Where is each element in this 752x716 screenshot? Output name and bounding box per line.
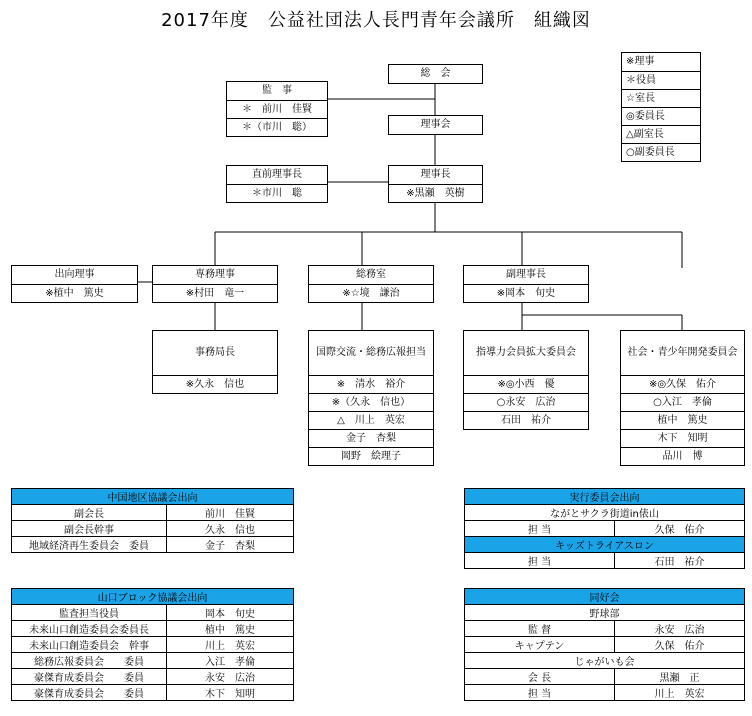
shido-box (463, 330, 589, 430)
jimukyoku-title: 事務局長 (195, 347, 235, 358)
chugoku-role: 副会長幹事 (12, 521, 167, 537)
yamaguchi-role: 未来山口創造委員会委員長 (12, 621, 167, 637)
yamaguchi-person: 川上 英宏 (167, 637, 294, 653)
jikko-person: 久保 佑介 (615, 521, 745, 537)
shakai-member: ※◎久保 佑介 (621, 375, 744, 393)
legend-item: △副室長 (622, 125, 700, 143)
page-title: 2017年度 公益社団法人長門青年会議所 組織図 (161, 10, 591, 31)
table-row (465, 621, 745, 637)
chugoku-person: 金子 杏梨 (167, 537, 294, 553)
kokusai-member: ※ 清水 裕介 (309, 375, 433, 393)
rijikai-label: 理事会 (420, 119, 451, 130)
somushitsu-name: ※☆境 謙治 (309, 284, 433, 302)
shido-member: ※◎小西 優 (464, 375, 588, 393)
table-row (12, 621, 294, 637)
table-row (12, 605, 294, 621)
dokokai-title: 同好会 (465, 589, 745, 605)
yamaguchi-role: 未来山口創造委員会 幹事 (12, 637, 167, 653)
fukurijicho-title: 副理事長 (506, 269, 546, 280)
kanji-box (226, 81, 328, 137)
legend-item: ○副委員長 (622, 143, 700, 161)
shukko-name: ※植中 篤史 (12, 284, 137, 302)
somushitsu-title: 総務室 (356, 269, 386, 280)
chugoku-title: 中国地区協議会出向 (12, 489, 294, 505)
dokokai-person: 黒瀬 正 (615, 669, 745, 685)
shakai-box (620, 330, 745, 466)
shido-title: 指導力会員拡大委員会 (476, 347, 576, 358)
shakai-member: 植中 篤史 (621, 411, 744, 429)
kanji-member: ＊ 前川 佳賢 (227, 100, 327, 118)
shakai-member: 木下 知明 (621, 429, 744, 447)
kokusai-member: △ 川上 英宏 (309, 411, 433, 429)
sokai-label: 総 会 (420, 68, 451, 79)
table-row (12, 537, 294, 553)
shido-member: 石田 祐介 (464, 411, 588, 429)
yamaguchi-person: 木下 知明 (167, 685, 294, 701)
kokusai-member: ※（久永 信也） (309, 393, 433, 411)
table-row (465, 669, 745, 685)
jikko-table (464, 488, 745, 569)
sokai-box (388, 64, 483, 84)
fukurijicho-box (463, 265, 589, 303)
dokokai-sub2: じゃがいも会 (465, 653, 745, 669)
jimukyoku-box (152, 330, 278, 394)
chugoku-person: 久永 信也 (167, 521, 294, 537)
zenrijicho-name: ＊市川 聡 (227, 184, 327, 202)
jikko-person: 石田 祐介 (615, 553, 745, 569)
yamaguchi-person: 永安 広治 (167, 669, 294, 685)
yamaguchi-person: 岡本 旬史 (167, 605, 294, 621)
table-row (12, 669, 294, 685)
chugoku-role: 地域経済再生委員会 委員 (12, 537, 167, 553)
kokusai-title: 国際交流・総務広報担当 (316, 347, 426, 358)
fukurijicho-name: ※岡本 旬史 (464, 284, 588, 302)
yamaguchi-person: 入江 孝倫 (167, 653, 294, 669)
dokokai-person: 久保 佑介 (615, 637, 745, 653)
kokusai-box (308, 330, 434, 466)
jikko-sub1: ながとサクラ街道in俵山 (465, 505, 745, 521)
table-row (12, 685, 294, 701)
dokokai-person: 永安 広治 (615, 621, 745, 637)
table-row (465, 685, 745, 701)
table-row (465, 521, 745, 537)
senmu-title: 専務理事 (195, 269, 235, 280)
dokokai-role: 会 長 (465, 669, 615, 685)
jikko-role: 担 当 (465, 521, 615, 537)
table-row (12, 521, 294, 537)
jikko-sub2: キッズトライアスロン (465, 537, 745, 553)
jikko-role: 担 当 (465, 553, 615, 569)
jikko-title: 実行委員会出向 (465, 489, 745, 505)
legend-item: ※理事 (626, 56, 655, 67)
dokokai-role: キャプテン (465, 637, 615, 653)
shukko-title: 出向理事 (54, 269, 95, 280)
dokokai-person: 川上 英宏 (615, 685, 745, 701)
rijikai-box (388, 115, 483, 135)
senmu-box (152, 265, 278, 303)
chugoku-role: 副会長 (12, 505, 167, 521)
yamaguchi-title: 山口ブロック協議会出向 (12, 589, 294, 605)
kokusai-member: 岡野 絵理子 (309, 447, 433, 465)
dokokai-table (464, 588, 745, 701)
shakai-member: ○入江 孝倫 (621, 393, 744, 411)
rijicho-title: 理事長 (420, 169, 451, 180)
legend-item: ＊役員 (622, 71, 700, 89)
dokokai-role: 監 督 (465, 621, 615, 637)
dokokai-role: 担 当 (465, 685, 615, 701)
senmu-name: ※村田 竜一 (153, 284, 277, 302)
yamaguchi-role: 総務広報委員会 委員 (12, 653, 167, 669)
rijicho-name: ※黒瀬 英樹 (389, 184, 482, 202)
yamaguchi-table (11, 588, 294, 701)
table-row (12, 653, 294, 669)
kanji-member: ＊（市川 聡） (227, 118, 327, 136)
table-row (12, 637, 294, 653)
legend-item: ☆室長 (622, 89, 700, 107)
jimukyoku-name: ※久永 信也 (153, 375, 277, 393)
yamaguchi-person: 植中 篤史 (167, 621, 294, 637)
shakai-member: 品川 博 (621, 447, 744, 465)
yamaguchi-role: 豪傑育成委員会 委員 (12, 669, 167, 685)
zenrijicho-title: 直前理事長 (252, 169, 302, 180)
rijicho-box (388, 165, 483, 203)
legend-item: ◎委員長 (622, 107, 700, 125)
yamaguchi-role: 豪傑育成委員会 委員 (12, 685, 167, 701)
kokusai-member: 金子 杏梨 (309, 429, 433, 447)
zenrijicho-box (226, 165, 328, 203)
somushitsu-box (308, 265, 434, 303)
table-row (12, 505, 294, 521)
shido-member: ○永安 広治 (464, 393, 588, 411)
shukko-box (11, 265, 138, 303)
yamaguchi-role: 監査担当役員 (12, 605, 167, 621)
dokokai-sub1: 野球部 (465, 605, 745, 621)
table-row (465, 637, 745, 653)
shakai-title: 社会・青少年開発委員会 (627, 347, 738, 358)
chugoku-table (11, 488, 294, 553)
legend (621, 52, 701, 162)
kanji-title: 監 事 (262, 85, 292, 96)
table-row (465, 553, 745, 569)
chugoku-person: 前川 佳賢 (167, 505, 294, 521)
